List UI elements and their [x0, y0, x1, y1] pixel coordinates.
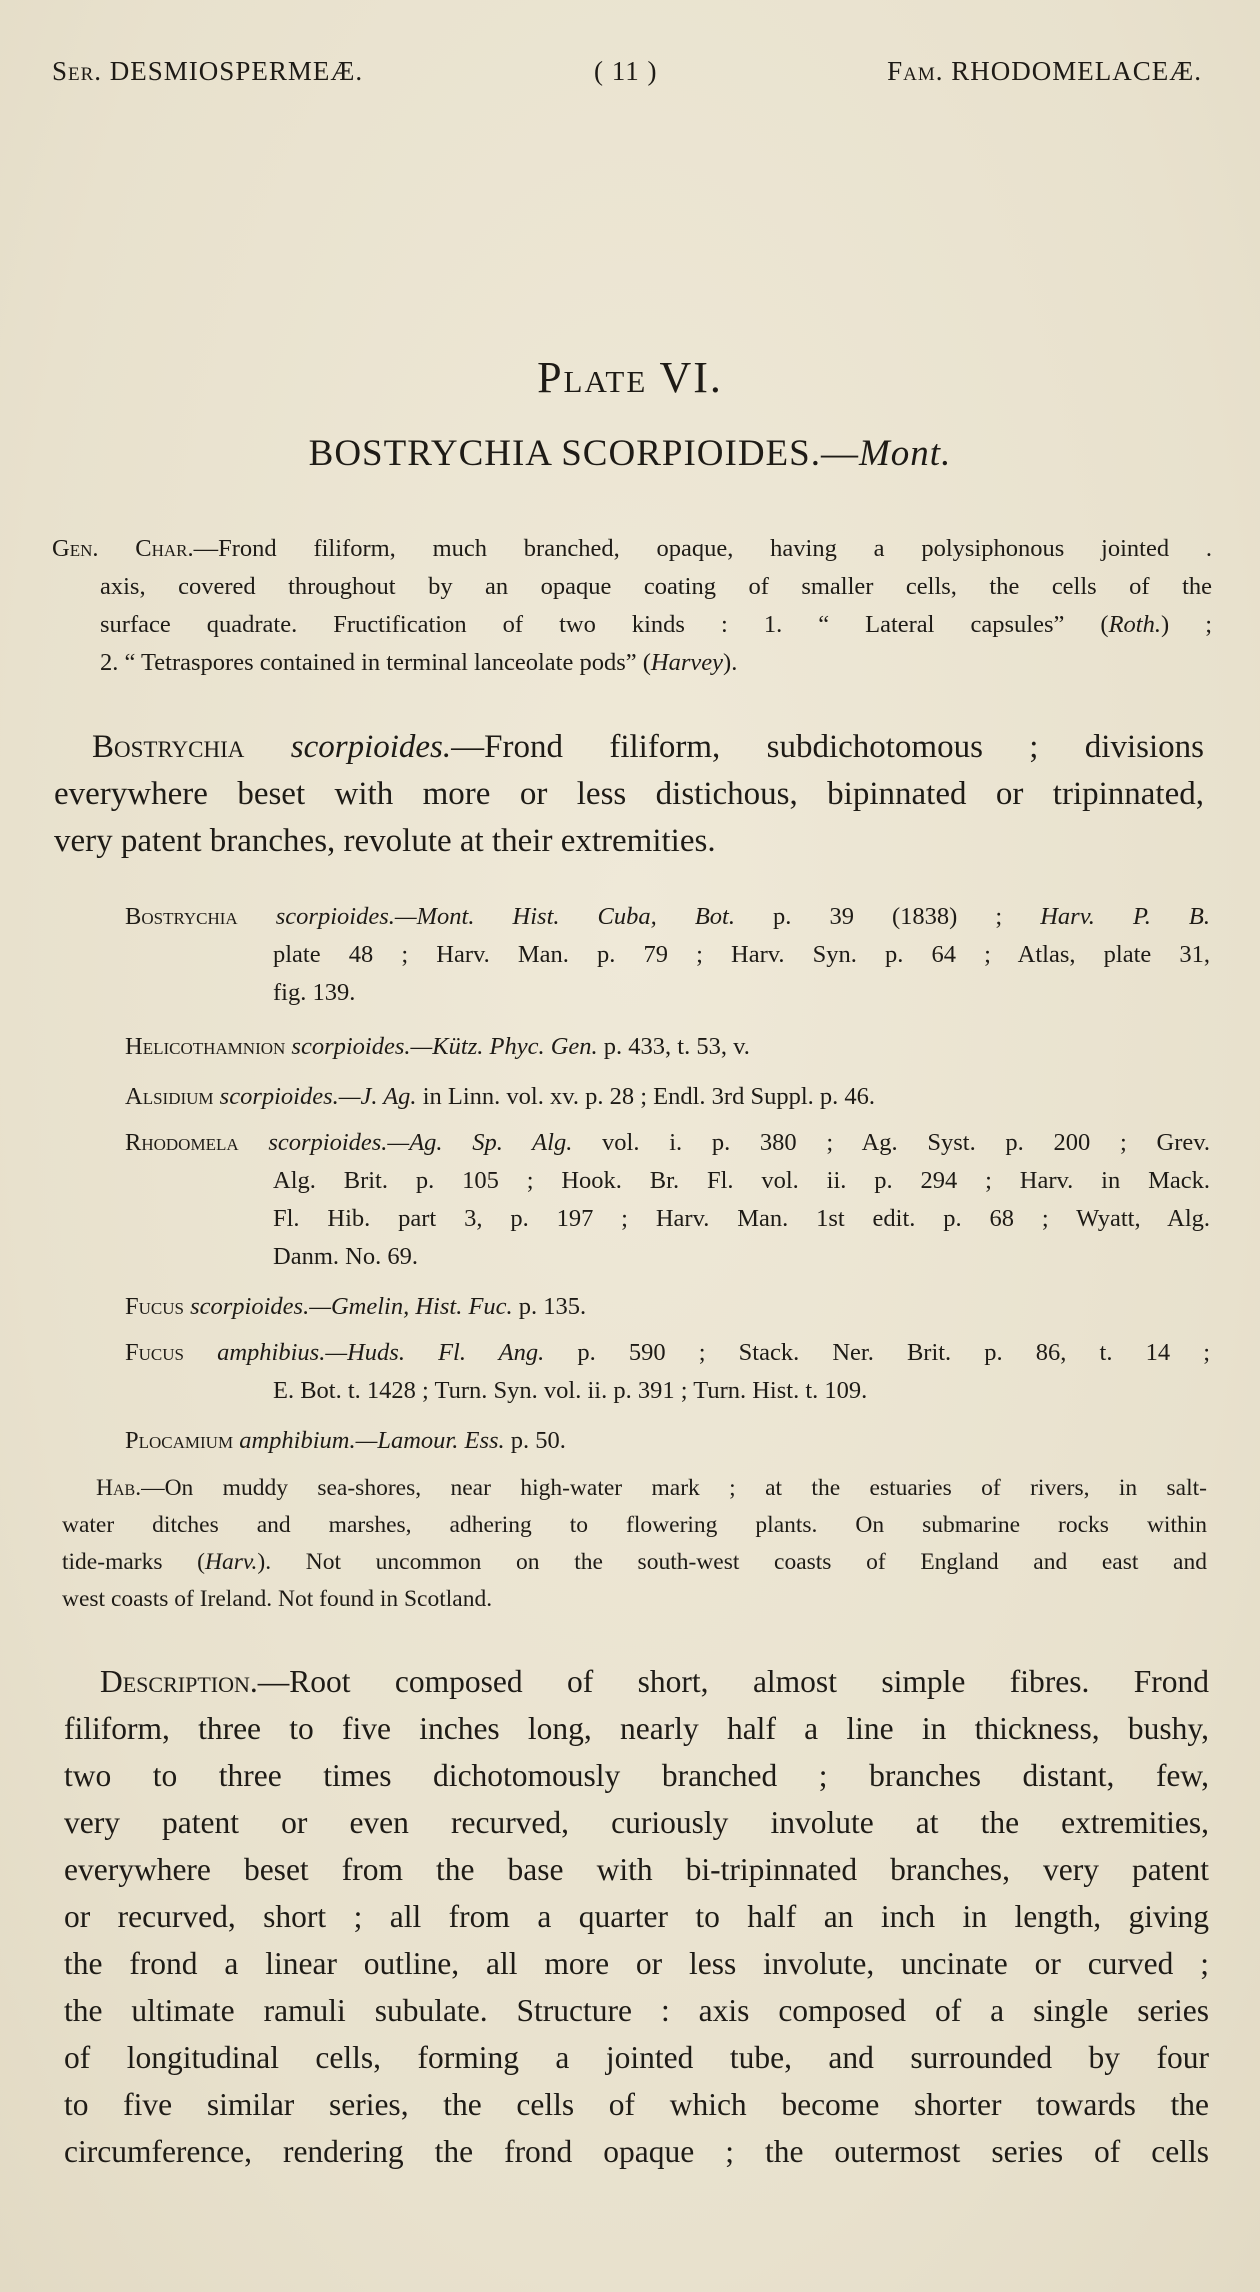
- species-name: BOSTRYCHIA SCORPIOIDES.—: [308, 433, 859, 474]
- synonym-entry: [125, 1028, 1210, 1066]
- habitat: [62, 1470, 1207, 1618]
- plate-title: Plate VI.: [537, 353, 723, 402]
- synonym-ref: p. 590 ; Stack. Ner. Brit. p. 86, t. 14 ;: [544, 1339, 1211, 1366]
- synonym-line: Fl. Hib. part 3, p. 197 ; Harv. Man. 1st edit. p. 68 ; Wyatt, Alg.: [273, 1205, 1210, 1232]
- intro-line3: very patent branches, revolute at their extremities.: [54, 823, 716, 859]
- intro-genus: Bostrychia: [92, 729, 245, 765]
- gen-char-line4a: 2. “ Tetraspores contained in terminal lanceolate pods” (: [100, 649, 651, 676]
- gen-char-line3c: ) ;: [1161, 611, 1212, 638]
- synonym-citation: amphibius.—Huds. Fl. Ang.: [217, 1339, 545, 1366]
- synonym-citation: scorpioides.—Gmelin, Hist. Fuc.: [190, 1293, 513, 1320]
- desc-line: or recurved, short ; all from a quarter to half an inch in length, giving: [64, 1899, 1209, 1934]
- hab-line3a: tide-marks (: [62, 1549, 205, 1575]
- hab-line4: west coasts of Ireland. Not found in Scotland.: [62, 1586, 493, 1612]
- generic-character: [52, 530, 1212, 682]
- synonym-entry: [125, 1288, 1210, 1326]
- desc-line: everywhere beset from the base with bi-tripinnated branches, very patent: [64, 1852, 1209, 1887]
- synonym-ref: p. 433, t. 53, v.: [597, 1033, 750, 1060]
- desc-line: circumference, rendering the frond opaque ; the outermost series of cells: [64, 2134, 1209, 2169]
- intro-line1: —Frond filiform, subdichotomous ; divisions: [451, 729, 1204, 765]
- gen-char-line2: axis, covered throughout by an opaque coating of smaller cells, the cells of the: [100, 573, 1212, 600]
- synonym-citation: scorpioides.—J. Ag.: [219, 1083, 417, 1110]
- desc-line: very patent or even recurved, curiously involute at the extremities,: [64, 1805, 1209, 1840]
- synonym-genus: Fucus: [125, 1339, 184, 1366]
- gen-char-line1: —Frond filiform, much branched, opaque, having a polysiphonous jointed .: [193, 535, 1213, 562]
- page-number: ( 11 ): [594, 56, 658, 86]
- synonym-citation: scorpioides.—Mont. Hist. Cuba, Bot.: [275, 903, 735, 930]
- synonym-genus: Rhodomela: [125, 1129, 239, 1156]
- synonym-line: E. Bot. t. 1428 ; Turn. Syn. vol. ii. p. 391 ; Turn. Hist. t. 109.: [273, 1377, 868, 1404]
- synonym-ref: p. 39 (1838) ;: [734, 903, 1041, 930]
- synonym-entry: [125, 1334, 1210, 1410]
- synonym-line: Danm. No. 69.: [273, 1243, 418, 1270]
- desc-line: to five similar series, the cells of which become shorter towards the: [64, 2087, 1209, 2122]
- synonym-genus: Plocamium: [125, 1427, 234, 1454]
- synonym-line: fig. 139.: [273, 979, 356, 1006]
- running-head-left: Ser. DESMIOSPERMEÆ.: [52, 56, 364, 86]
- synonym-citation: scorpioides.—Ag. Sp. Alg.: [268, 1129, 573, 1156]
- hab-line2: water ditches and marshes, adhering to flowering plants. On submarine rocks within: [62, 1512, 1207, 1538]
- synonym-genus: Fucus: [125, 1293, 184, 1320]
- desc-line: —Root composed of short, almost simple fibres. Frond: [257, 1664, 1209, 1699]
- gen-char-label: Gen. Char.: [52, 535, 194, 562]
- description: [64, 1658, 1209, 2175]
- intro-line2: everywhere beset with more or less distichous, bipinnated or tripinnated,: [54, 776, 1204, 812]
- gen-char-line3a: surface quadrate. Fructification of two kinds : 1. “ Lateral capsules” (: [100, 611, 1109, 638]
- species-title: [0, 432, 1260, 475]
- synonym-citation: scorpioides.—Kütz. Phyc. Gen.: [291, 1033, 598, 1060]
- synonym-genus: Alsidium: [125, 1083, 214, 1110]
- synonym-ref: in Linn. vol. xv. p. 28 ; Endl. 3rd Suppl. p. 46.: [416, 1083, 876, 1110]
- synonym-genus: Helicothamnion: [125, 1033, 286, 1060]
- synonym-entry: [125, 898, 1210, 1012]
- synonym-entry: [125, 1124, 1210, 1276]
- species-diagnosis: [54, 724, 1204, 865]
- synonym-entry: [125, 1078, 1210, 1116]
- gen-char-line4c: ).: [723, 649, 738, 676]
- hab-line3b: Harv.: [204, 1549, 258, 1575]
- running-head-right: Fam. RHODOMELACEÆ.: [887, 56, 1202, 86]
- intro-epithet: scorpioides.: [290, 729, 452, 765]
- synonym-ref: p. 50.: [504, 1427, 566, 1454]
- desc-line: the ultimate ramuli subulate. Structure : axis composed of a single series: [64, 1993, 1209, 2028]
- desc-line: of longitudinal cells, forming a jointed tube, and surrounded by four: [64, 2040, 1209, 2075]
- hab-label: Hab.: [96, 1475, 142, 1501]
- synonym-entry: [125, 1422, 1210, 1460]
- gen-char-line3b: Roth.: [1108, 611, 1161, 638]
- synonym-line: plate 48 ; Harv. Man. p. 79 ; Harv. Syn. p. 64 ; Atlas, plate 31,: [273, 941, 1210, 968]
- synonym-genus: Bostrychia: [125, 903, 238, 930]
- synonym-ref-italic: Harv. P. B.: [1040, 903, 1211, 930]
- desc-line: two to three times dichotomously branched ; branches distant, few,: [64, 1758, 1209, 1793]
- hab-line3c: ). Not uncommon on the south-west coasts of England and east and: [257, 1549, 1207, 1575]
- synonym-ref: vol. i. p. 380 ; Ag. Syst. p. 200 ; Grev.: [572, 1129, 1211, 1156]
- synonym-citation: amphibium.—Lamour. Ess.: [239, 1427, 505, 1454]
- gen-char-line4b: Harvey: [650, 649, 724, 676]
- desc-line: filiform, three to five inches long, nearly half a line in thickness, bushy,: [64, 1711, 1209, 1746]
- synonym-ref: p. 135.: [512, 1293, 587, 1320]
- synonym-line: Alg. Brit. p. 105 ; Hook. Br. Fl. vol. ii. p. 294 ; Harv. in Mack.: [273, 1167, 1210, 1194]
- desc-line: the frond a linear outline, all more or less involute, uncinate or curved ;: [64, 1946, 1209, 1981]
- species-authority: Mont.: [858, 433, 952, 474]
- desc-label: Description.: [100, 1664, 258, 1699]
- hab-line1: —On muddy sea-shores, near high-water mark ; at the estuaries of rivers, in salt-: [141, 1475, 1207, 1501]
